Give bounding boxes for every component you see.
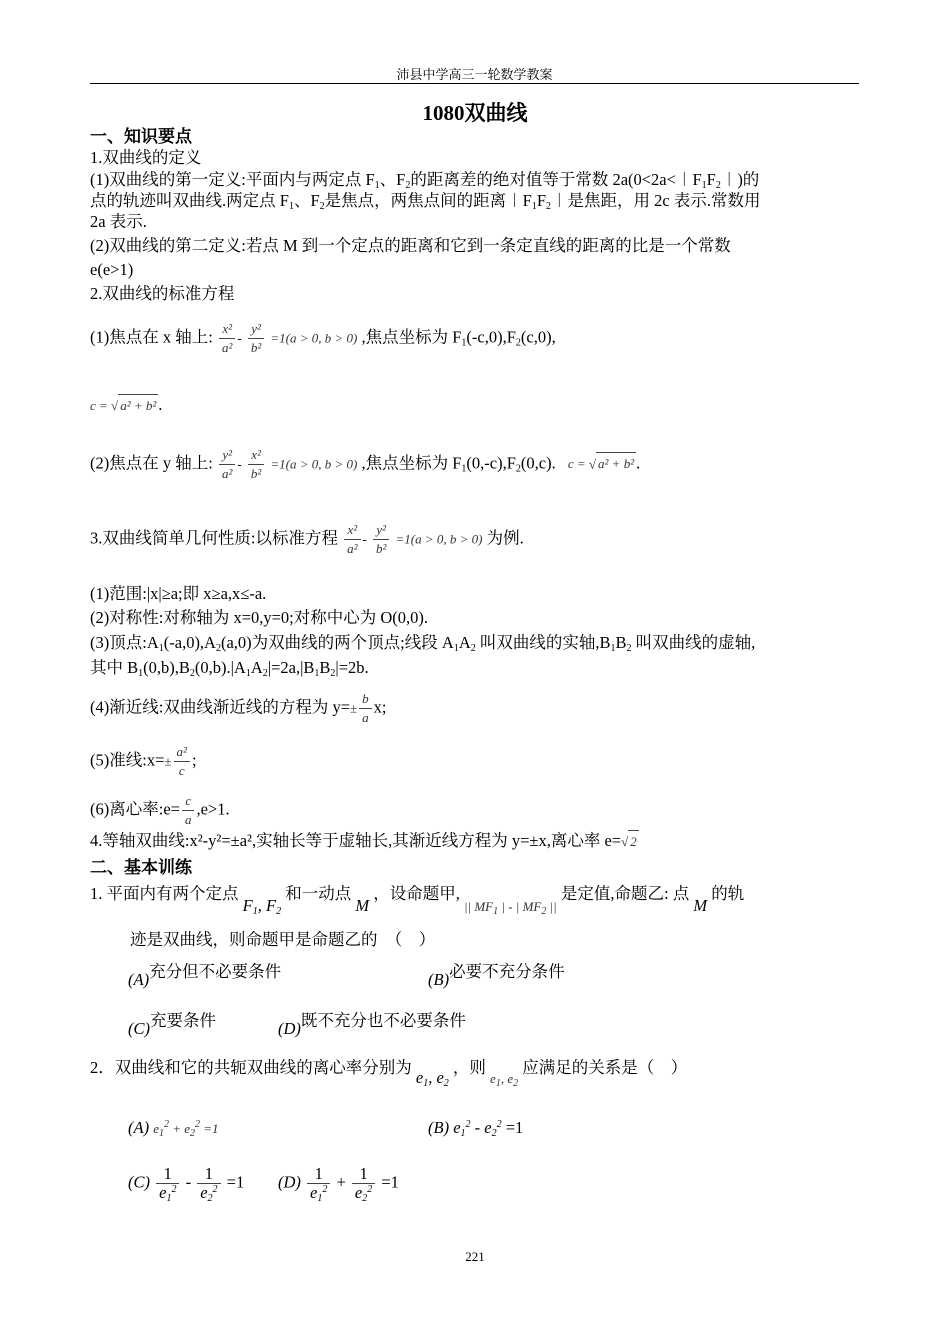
property-vertex-line-2: 其中 $B_1(0,b),B_2(0,b).|A_1A_2|=2a,|B_1B_2|=2b$. bbox=[90, 658, 369, 679]
section-1-heading: 一、知识要点 bbox=[90, 127, 192, 146]
equilateral-hyperbola: 4.等轴双曲线:x²-y²=±a²,实轴长等于虚轴长,其渐近线方程为 y=±x,离心率 e=√ 2 bbox=[90, 830, 639, 853]
q1-option-b: (B)必要不充分条件 bbox=[428, 962, 565, 989]
definition-1-line-2: 点的轨迹叫双曲线.两定点 $F_1$、$F_2$是焦点，两焦点间的距离$︱F_1F_2︱$是焦距，用 2c 表示.常数用 bbox=[90, 191, 761, 212]
definition-1-line-3: 2a 表示. bbox=[90, 212, 147, 231]
q2-option-b: (B) $e_1^2 - e_2^2 =1$ bbox=[428, 1118, 524, 1139]
fraction-x2-b2: $\frac{\text{x²}}{\text{b²}}$ bbox=[248, 446, 264, 483]
q1-option-a: (A)充分但不必要条件 bbox=[128, 962, 282, 989]
standard-equation-x: (1)焦点在 x 轴上: $\frac{\text{x²}}{\text{a²}}$ - $\frac{\text{y²}}{\text{b²}}$ =1(a > 0, b > 0) ,焦点坐标为 $F_1(-c,0),F_2(c,0)$, bbox=[90, 321, 556, 355]
header-rule bbox=[90, 83, 859, 84]
definition-title: 1.双曲线的定义 bbox=[90, 148, 202, 167]
question-1-line-2: 迹是双曲线，则命题甲是命题乙的 （ ） bbox=[130, 930, 436, 949]
c-formula-1: c = √ a² + b² . bbox=[90, 394, 162, 417]
definition-2-line-2: e(e>1) bbox=[90, 260, 134, 279]
standard-equation-title: 2.双曲线的标准方程 bbox=[90, 284, 235, 303]
property-vertex-line-1: (3)顶点$:A_1(-a,0),A_2(a,0)$为双曲线的两个顶点;线段 $A_1A_2$ 叫双曲线的实轴$,B_1B_2$ 叫双曲线的虚轴, bbox=[90, 633, 756, 654]
fraction-y2-b2: $\frac{\text{y²}}{\text{b²}}$ bbox=[248, 320, 264, 357]
fraction-x2-a2: $\frac{\text{x²}}{\text{a²}}$ bbox=[219, 320, 235, 357]
property-eccentricity: (6)离心率:e= $\frac{c}{a}$ ,e>1. bbox=[90, 793, 230, 827]
q1-option-d: (D)既不充分也不必要条件 bbox=[278, 1011, 466, 1038]
standard-equation-y: (2)焦点在 y 轴上: $\frac{\text{y²}}{\text{a²}}$ - $\frac{\text{x²}}{\text{b²}}$ =1(a > 0, b > 0) ,焦点坐标为 $F_1(0,-c),F_2(0,c)$. c = √ a² + b² . bbox=[90, 447, 641, 481]
property-directrix: (5)准线:x=± $\frac{\text{a²}}{c}$ ; bbox=[90, 744, 197, 778]
q1-option-c: (C)充要条件 bbox=[128, 1011, 216, 1038]
property-symmetry: (2)对称性:对称轴为 x=0,y=0;对称中心为 O(0,0). bbox=[90, 608, 429, 627]
property-asymptote: (4)渐近线:双曲线渐近线的方程为 y=± $\frac{b}{a}$ x; bbox=[90, 691, 387, 725]
q2-option-c: (C) $\frac{1}{e_1^2}$ - $\frac{1}{e_2^2}$ =1 bbox=[128, 1164, 245, 1204]
page-number: 221 bbox=[465, 1249, 485, 1264]
definition-1-line-1: (1)双曲线的第一定义:平面内与两定点 $F_1$、$F_2$的距离差的绝对值等于常数 $2a(0<2a<︱F_1F_2︱)$的 bbox=[90, 170, 760, 191]
section-2-heading: 二、基本训练 bbox=[90, 858, 192, 877]
definition-2-line-1: (2)双曲线的第二定义:若点 M 到一个定点的距离和它到一条定直线的距离的比是一个常数 bbox=[90, 236, 731, 255]
page-title: 1080双曲线 bbox=[422, 101, 528, 125]
q2-option-d: (D) $\frac{1}{e_1^2}$ + $\frac{1}{e_2^2}$ =1 bbox=[278, 1164, 399, 1204]
geometric-properties-title: 3.双曲线简单几何性质:以标准方程 $\frac{\text{x²}}{\text{a²}}$ - $\frac{\text{y²}}{\text{b²}}$ =1(a > 0, b > 0) 为例. bbox=[90, 522, 524, 556]
fraction-y2-a2: $\frac{\text{y²}}{\text{a²}}$ bbox=[219, 446, 235, 483]
property-range: (1)范围:|x|≥a;即 x≥a,x≤-a. bbox=[90, 584, 267, 603]
question-1-line-1: 1. 平面内有两个定点 $F_1$, $F_2$ 和一动点 M ，设命题甲, $_{|| MF_1 | - | MF_2 ||}$ 是定值,命题乙: 点 M 的轨 bbox=[90, 884, 745, 917]
q2-option-a: (A) $e_1^2 + e_2^2 =1$ bbox=[128, 1118, 219, 1139]
question-2-line-1: 2．双曲线和它的共轭双曲线的离心率分别为 $e_1$, $e_2$ ，则 $_{e_1, e_2}$ 应满足的关系是（ ） bbox=[90, 1058, 688, 1089]
page-header: 沛县中学高三一轮数学教案 bbox=[396, 67, 553, 82]
